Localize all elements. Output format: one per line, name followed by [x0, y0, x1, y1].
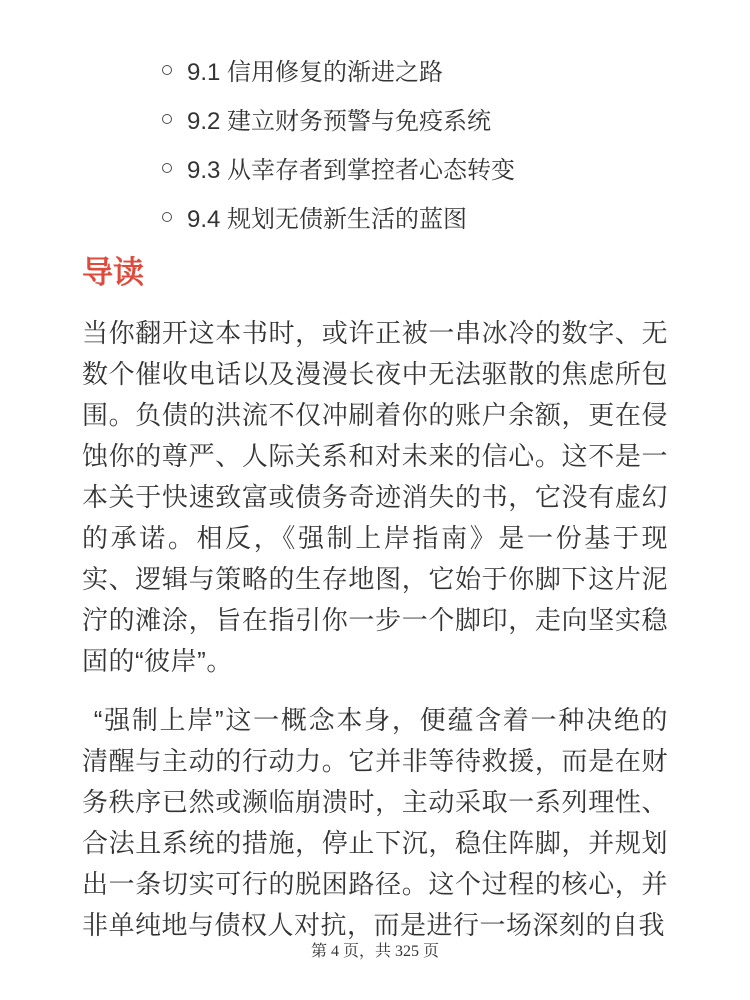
toc-item [82, 45, 668, 94]
paragraph: “强制上岸”这一概念本身，便蕴含着一种决绝的清醒与主动的行动力。它并非等待救援，而是在财务秩序已然或濒临崩溃时，主动采取一系列理性、合法且系统的措施，停止下沉，稳住阵脚，并规划出一条切实可行的脱困路径。这个过程的核心，并非单纯地与债权人对抗，而是进行一场深刻的自我 [82, 705, 668, 940]
toc-list [82, 45, 668, 241]
toc-item [82, 143, 668, 192]
toc-item-label: 9.2 建立财务预警与免疫系统 [187, 108, 492, 135]
circle-bullet-icon [162, 163, 172, 173]
toc-item [82, 94, 668, 143]
circle-bullet-icon [162, 114, 172, 124]
circle-bullet-icon [162, 212, 172, 222]
paragraph: 当你翻开这本书时，或许正被一串冰冷的数字、无数个催收电话以及漫漫长夜中无法驱散的焦虑所包围。负债的洪流不仅冲刷着你的账户余额，更在侵蚀你的尊严、人际关系和对未来的信心。这不是一本关于快速致富或债务奇迹消失的书，它没有虚幻的承诺。相反，《强制上岸指南》是一份基于现实、逻辑与策略的生存地图，它始于你脚下这片泥泞的滩涂，旨在指引你一步一个脚印，走向坚实稳固的“彼岸”。 [82, 318, 668, 676]
toc-item [82, 192, 668, 241]
toc-item-label: 9.4 规划无债新生活的蓝图 [187, 206, 468, 233]
toc-item-label: 9.3 从幸存者到掌控者心态转变 [187, 157, 516, 184]
toc-item-label: 9.1 信用修复的渐进之路 [187, 59, 444, 86]
section-heading: 导读 [82, 255, 144, 290]
page-indicator: 第 4 页，共 325 页 [310, 943, 439, 960]
circle-bullet-icon [162, 65, 172, 75]
